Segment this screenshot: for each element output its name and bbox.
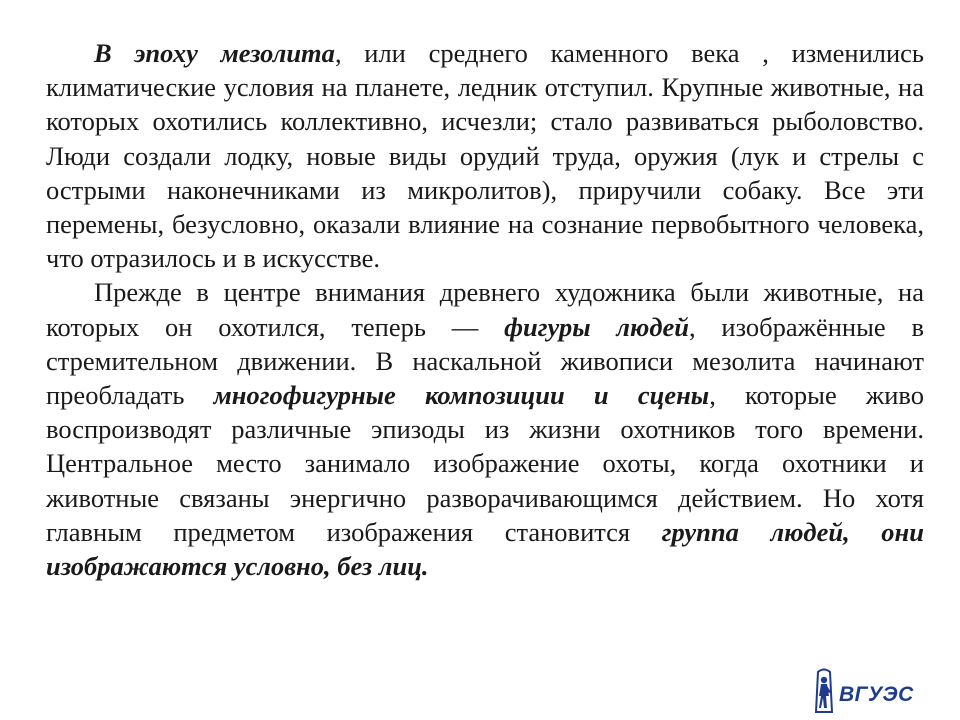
term-human-figures: фигуры людей [504,311,689,342]
logo-text: ВГУЭС [839,683,914,706]
paragraph-2-text-a: Прежде в центре внимания древнего художника были животные, на которых он охотился, теперь — [46,277,924,342]
paragraph-2 [46,275,924,583]
logo-graphic [812,668,932,716]
term-multifigure-scenes: многофигурные композиции и сцены [213,380,710,411]
paragraph-1 [46,36,924,275]
paragraph-1-text: , или среднего каменного века , изменились климатические условия на планете, ледник отступил. Крупные животные, на которых охотились коллективно, исчезли; стало развиваться рыболовство. Люди создали лодку, новые виды орудий труда, оружия (лук и стрелы с острыми наконечниками из микролитов), приручили собаку. Все эти перемены, безусловно, оказали влияние на сознание первобытного человека, что отразилось и в искусстве. [46,38,925,274]
paragraph-2-text-b: , изображённые в стремительном движении. В наскальной живописи мезолита начинают преобладать [46,311,924,411]
emblem-figure-icon [816,670,832,713]
paragraph-2-text-c: , которые живо воспроизводят различные эпизоды из жизни охотников того времени. Центральное место занимало изображение охоты, когда охотники и животные связаны энергично разворачивающимся действием. Но хотя главным предметом изображения становится [46,380,924,547]
vguės-logo [812,668,932,716]
term-mesolithic: В эпоху мезолита [94,38,335,68]
slide-text [46,36,924,583]
term-group-of-people: группа людей, они изображаются условно, без лиц. [46,516,924,582]
